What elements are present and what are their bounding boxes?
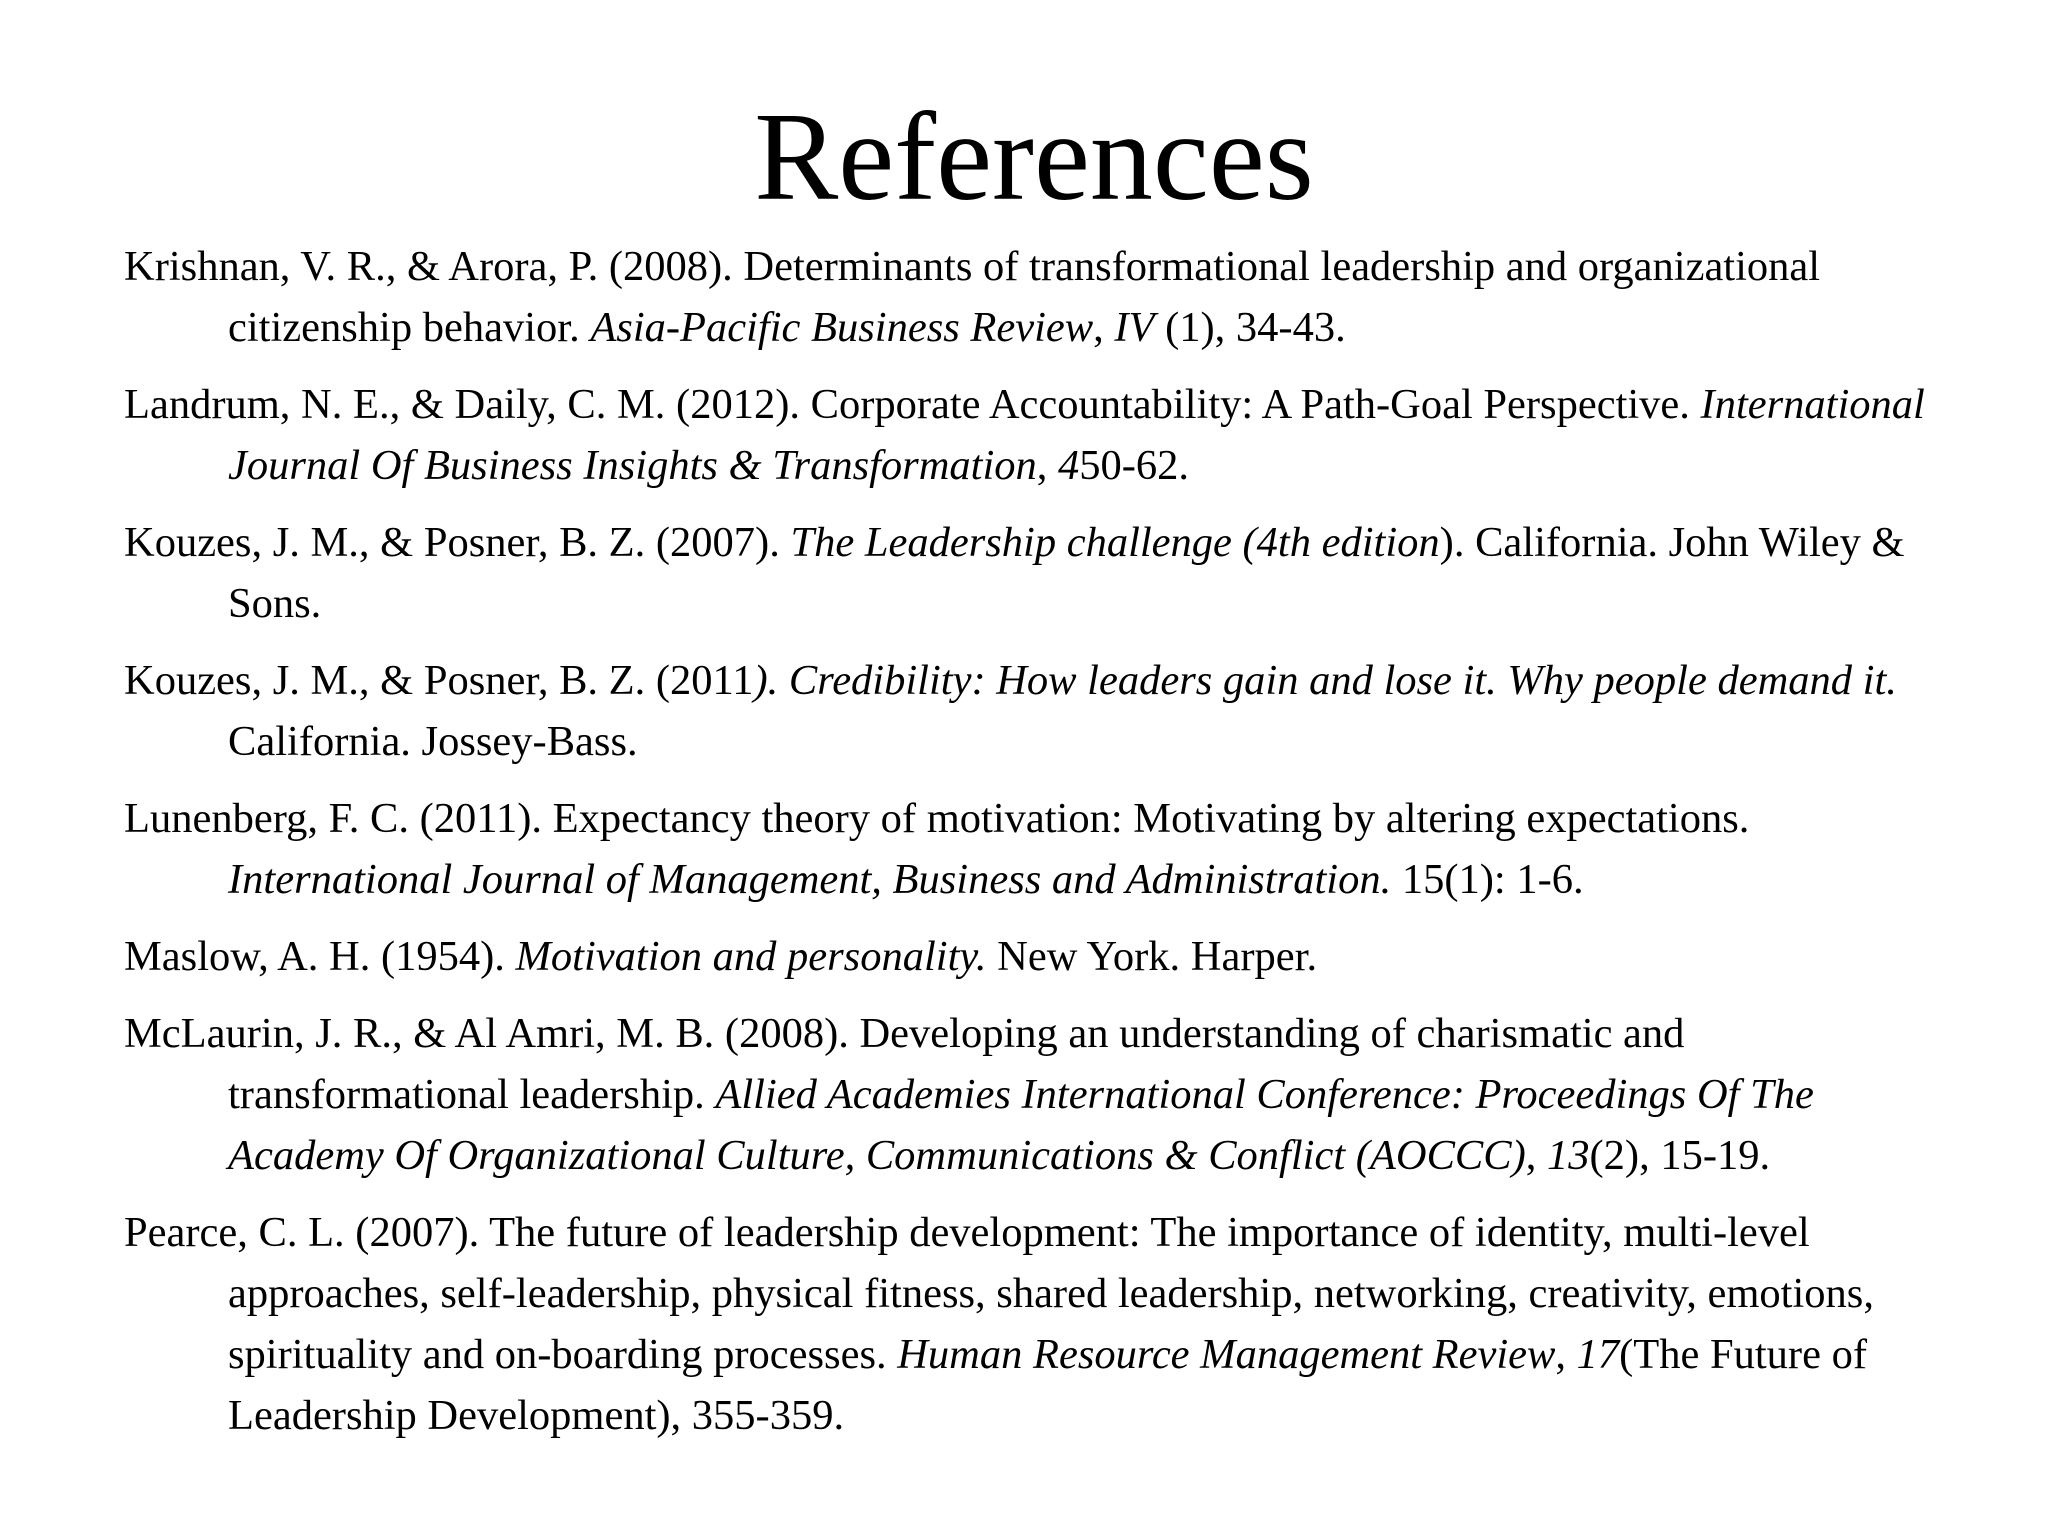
reference-item: McLaurin, J. R., & Al Amri, M. B. (2008). Developing an understanding of charismatic and transformational leadership. Allied Academies International Conference: Proceedings Of The Academy Of Organizational Culture, Communications & Conflict (AOCCC), 13(2), 15-19. — [124, 1010, 1814, 1179]
reference-item: Landrum, N. E., & Daily, C. M. (2012). Corporate Accountability: A Path-Goal Perspective. International Journal Of Business Insights & Transformation, 450-62. — [124, 381, 1925, 489]
reference-item: Kouzes, J. M., & Posner, B. Z. (2007). The Leadership challenge (4th edition). California. John Wiley & Sons. — [124, 519, 1905, 627]
reference-item: Maslow, A. H. (1954). Motivation and personality. New York. Harper. — [124, 933, 1318, 980]
reference-item: Krishnan, V. R., & Arora, P. (2008). Determinants of transformational leadership and organizational citizenship behavior. Asia-Pacific Business Review, IV (1), 34-43. — [124, 243, 1821, 351]
reference-item: Pearce, C. L. (2007). The future of leadership development: The importance of identity, multi-level approaches, self-leadership, physical fitness, shared leadership, networking, creativity, emotions, spirituality and on-boarding processes. Human Resource Management Review, 17(The Future of Leadership Development), 355-359. — [124, 1209, 1874, 1439]
page-title: References — [754, 88, 1314, 227]
reference-item: Lunenberg, F. C. (2011). Expectancy theory of motivation: Motivating by altering expectations. International Journal of Management, Business and Administration. 15(1): 1-6. — [124, 795, 1750, 903]
reference-item: Kouzes, J. M., & Posner, B. Z. (2011). Credibility: How leaders gain and lose it. Why people demand it. California. Jossey-Bass. — [124, 657, 1897, 765]
reference-list — [124, 236, 1944, 1462]
